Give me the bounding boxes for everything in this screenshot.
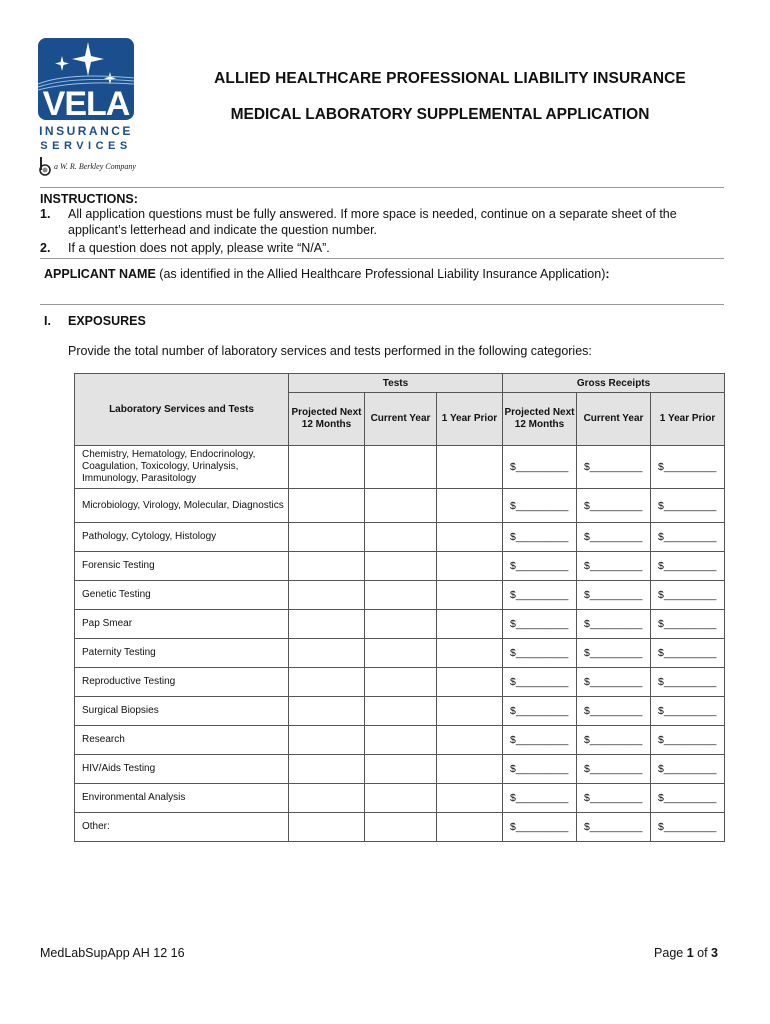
gross-receipts-input[interactable]: $_________ [577, 552, 651, 581]
test-count-input[interactable] [437, 610, 503, 639]
gross-receipts-input[interactable]: $_________ [503, 639, 577, 668]
test-count-input[interactable] [365, 813, 437, 842]
service-name-cell: Pap Smear [75, 610, 289, 639]
table-row [75, 697, 725, 726]
test-count-input[interactable] [437, 755, 503, 784]
instructions-heading: INSTRUCTIONS: [40, 192, 138, 206]
service-name-cell: Genetic Testing [75, 581, 289, 610]
gross-receipts-input[interactable]: $_________ [577, 523, 651, 552]
divider [40, 258, 724, 259]
test-count-input[interactable] [365, 581, 437, 610]
gross-receipts-input[interactable]: $_________ [651, 552, 725, 581]
applicant-name-note: (as identified in the Allied Healthcare Professional Liability Insurance Application) [155, 267, 606, 281]
gross-receipts-input[interactable]: $_________ [577, 813, 651, 842]
logo-brand: VELA [42, 85, 130, 120]
test-count-input[interactable] [437, 523, 503, 552]
gross-receipts-input[interactable]: $_________ [651, 489, 725, 523]
gross-receipts-input[interactable]: $_________ [503, 668, 577, 697]
service-name-cell: Research [75, 726, 289, 755]
gross-receipts-input[interactable]: $_________ [651, 581, 725, 610]
gross-receipts-input[interactable]: $_________ [503, 813, 577, 842]
test-count-input[interactable] [365, 523, 437, 552]
service-name-cell: Reproductive Testing [75, 668, 289, 697]
test-count-input[interactable] [289, 755, 365, 784]
test-count-input[interactable] [437, 446, 503, 489]
gross-receipts-input[interactable]: $_________ [503, 581, 577, 610]
gross-receipts-input[interactable]: $_________ [503, 489, 577, 523]
column-header-tests-projected: Projected Next 12 Months [289, 393, 365, 446]
gross-receipts-input[interactable]: $_________ [503, 552, 577, 581]
table-row [75, 639, 725, 668]
gross-receipts-input[interactable]: $_________ [577, 697, 651, 726]
instruction-text: All application questions must be fully answered. If more space is needed, continue on a separate sheet of the [68, 207, 677, 221]
service-name-cell: Pathology, Cytology, Histology [75, 523, 289, 552]
instruction-item-1 [40, 206, 730, 238]
test-count-input[interactable] [437, 784, 503, 813]
page-total: 3 [711, 946, 718, 960]
test-count-input[interactable] [365, 755, 437, 784]
test-count-input[interactable] [365, 489, 437, 523]
page-of: of [693, 946, 712, 960]
gross-receipts-input[interactable]: $_________ [577, 755, 651, 784]
test-count-input[interactable] [289, 446, 365, 489]
test-count-input[interactable] [365, 697, 437, 726]
berkley-icon [38, 156, 52, 176]
section-title: EXPOSURES [68, 314, 146, 328]
vela-logo-mark [38, 38, 134, 120]
test-count-input[interactable] [365, 552, 437, 581]
column-group-receipts: Gross Receipts [503, 374, 725, 393]
service-name-cell: Environmental Analysis [75, 784, 289, 813]
gross-receipts-input[interactable]: $_________ [503, 610, 577, 639]
divider [40, 304, 724, 305]
column-header-receipts-current: Current Year [577, 393, 651, 446]
section-intro: Provide the total number of laboratory services and tests performed in the following categories: [68, 344, 592, 358]
table-row [75, 755, 725, 784]
table-row [75, 581, 725, 610]
gross-receipts-input[interactable]: $_________ [651, 639, 725, 668]
instruction-item-2 [40, 240, 730, 256]
test-count-input[interactable] [289, 489, 365, 523]
table-row [75, 726, 725, 755]
service-name-cell: Paternity Testing [75, 639, 289, 668]
service-name-cell: Surgical Biopsies [75, 697, 289, 726]
gross-receipts-input[interactable]: $_________ [651, 610, 725, 639]
test-count-input[interactable] [289, 726, 365, 755]
table-row [75, 610, 725, 639]
applicant-colon: : [605, 267, 610, 281]
gross-receipts-input[interactable]: $_________ [577, 489, 651, 523]
applicant-name-field[interactable] [44, 267, 610, 281]
gross-receipts-input[interactable]: $_________ [503, 726, 577, 755]
test-count-input[interactable] [289, 639, 365, 668]
gross-receipts-input[interactable]: $_________ [651, 697, 725, 726]
test-count-input[interactable] [365, 610, 437, 639]
test-count-input[interactable] [289, 697, 365, 726]
test-count-input[interactable] [365, 446, 437, 489]
column-group-tests: Tests [289, 374, 503, 393]
gross-receipts-input[interactable]: $_________ [651, 523, 725, 552]
test-count-input[interactable] [437, 639, 503, 668]
table-header-group-row [75, 374, 725, 393]
service-name-cell: Chemistry, Hematology, Endocrinology, Coagulation, Toxicology, Urinalysis, Immunology, Parasitology [75, 446, 289, 489]
form-id: MedLabSupApp AH 12 16 [40, 946, 185, 960]
test-count-input[interactable] [289, 784, 365, 813]
instruction-number: 2. [40, 241, 51, 255]
gross-receipts-input[interactable]: $_________ [503, 755, 577, 784]
logo-line-insurance: INSURANCE [39, 124, 133, 138]
service-name-cell: Forensic Testing [75, 552, 289, 581]
test-count-input[interactable] [365, 726, 437, 755]
column-header-tests-current: Current Year [365, 393, 437, 446]
gross-receipts-input[interactable]: $_________ [503, 446, 577, 489]
page-subtitle: MEDICAL LABORATORY SUPPLEMENTAL APPLICATION [230, 106, 650, 123]
table-row [75, 489, 725, 523]
test-count-input[interactable] [437, 668, 503, 697]
table-row [75, 552, 725, 581]
page-label: Page [654, 946, 687, 960]
gross-receipts-input[interactable]: $_________ [651, 813, 725, 842]
test-count-input[interactable] [437, 552, 503, 581]
section-number: I. [44, 314, 51, 328]
gross-receipts-input[interactable]: $_________ [577, 446, 651, 489]
service-name-cell: HIV/Aids Testing [75, 755, 289, 784]
instruction-number: 1. [40, 207, 51, 221]
logo-parent-company: a W. R. Berkley Company [54, 161, 136, 171]
applicant-name-label: APPLICANT NAME [44, 267, 156, 281]
gross-receipts-input[interactable]: $_________ [577, 610, 651, 639]
divider [40, 187, 724, 188]
column-header-tests-prior: 1 Year Prior [437, 393, 503, 446]
test-count-input[interactable] [437, 489, 503, 523]
gross-receipts-input[interactable]: $_________ [651, 726, 725, 755]
test-count-input[interactable] [365, 668, 437, 697]
gross-receipts-input[interactable]: $_________ [503, 523, 577, 552]
page-current: 1 [686, 946, 694, 960]
logo-line-services: SERVICES [40, 140, 132, 152]
instruction-continuation: applicant’s letterhead and indicate the question number. [68, 223, 378, 237]
test-count-input[interactable] [437, 581, 503, 610]
test-count-input[interactable] [289, 581, 365, 610]
column-header-receipts-prior: 1 Year Prior [651, 393, 725, 446]
test-count-input[interactable] [365, 639, 437, 668]
column-header-receipts-projected: Projected Next 12 Months [503, 393, 577, 446]
page-title: ALLIED HEALTHCARE PROFESSIONAL LIABILITY INSURANCE [214, 70, 686, 87]
service-name-cell: Microbiology, Virology, Molecular, Diagnostics [75, 489, 289, 523]
table-row [75, 668, 725, 697]
column-header-service: Laboratory Services and Tests [75, 374, 289, 446]
gross-receipts-input[interactable]: $_________ [577, 726, 651, 755]
table-row [75, 446, 725, 489]
gross-receipts-input[interactable]: $_________ [577, 581, 651, 610]
gross-receipts-input[interactable]: $_________ [651, 446, 725, 489]
gross-receipts-input[interactable]: $_________ [651, 668, 725, 697]
test-count-input[interactable] [365, 784, 437, 813]
test-count-input[interactable] [437, 813, 503, 842]
gross-receipts-input[interactable]: $_________ [577, 784, 651, 813]
gross-receipts-input[interactable]: $_________ [503, 784, 577, 813]
gross-receipts-input[interactable]: $_________ [651, 784, 725, 813]
test-count-input[interactable] [289, 552, 365, 581]
page-number [654, 946, 718, 960]
gross-receipts-input[interactable]: $_________ [577, 668, 651, 697]
gross-receipts-input[interactable]: $_________ [651, 755, 725, 784]
test-count-input[interactable] [437, 697, 503, 726]
test-count-input[interactable] [289, 668, 365, 697]
company-logo [38, 38, 138, 176]
table-row [75, 523, 725, 552]
test-count-input[interactable] [289, 813, 365, 842]
exposures-table [74, 373, 725, 842]
service-name-cell: Other: [75, 813, 289, 842]
gross-receipts-input[interactable]: $_________ [503, 697, 577, 726]
test-count-input[interactable] [289, 523, 365, 552]
table-row [75, 784, 725, 813]
instruction-text: If a question does not apply, please write “N/A”. [68, 241, 330, 255]
test-count-input[interactable] [437, 726, 503, 755]
berkley-badge [38, 156, 138, 176]
gross-receipts-input[interactable]: $_________ [577, 639, 651, 668]
table-row [75, 813, 725, 842]
test-count-input[interactable] [289, 610, 365, 639]
